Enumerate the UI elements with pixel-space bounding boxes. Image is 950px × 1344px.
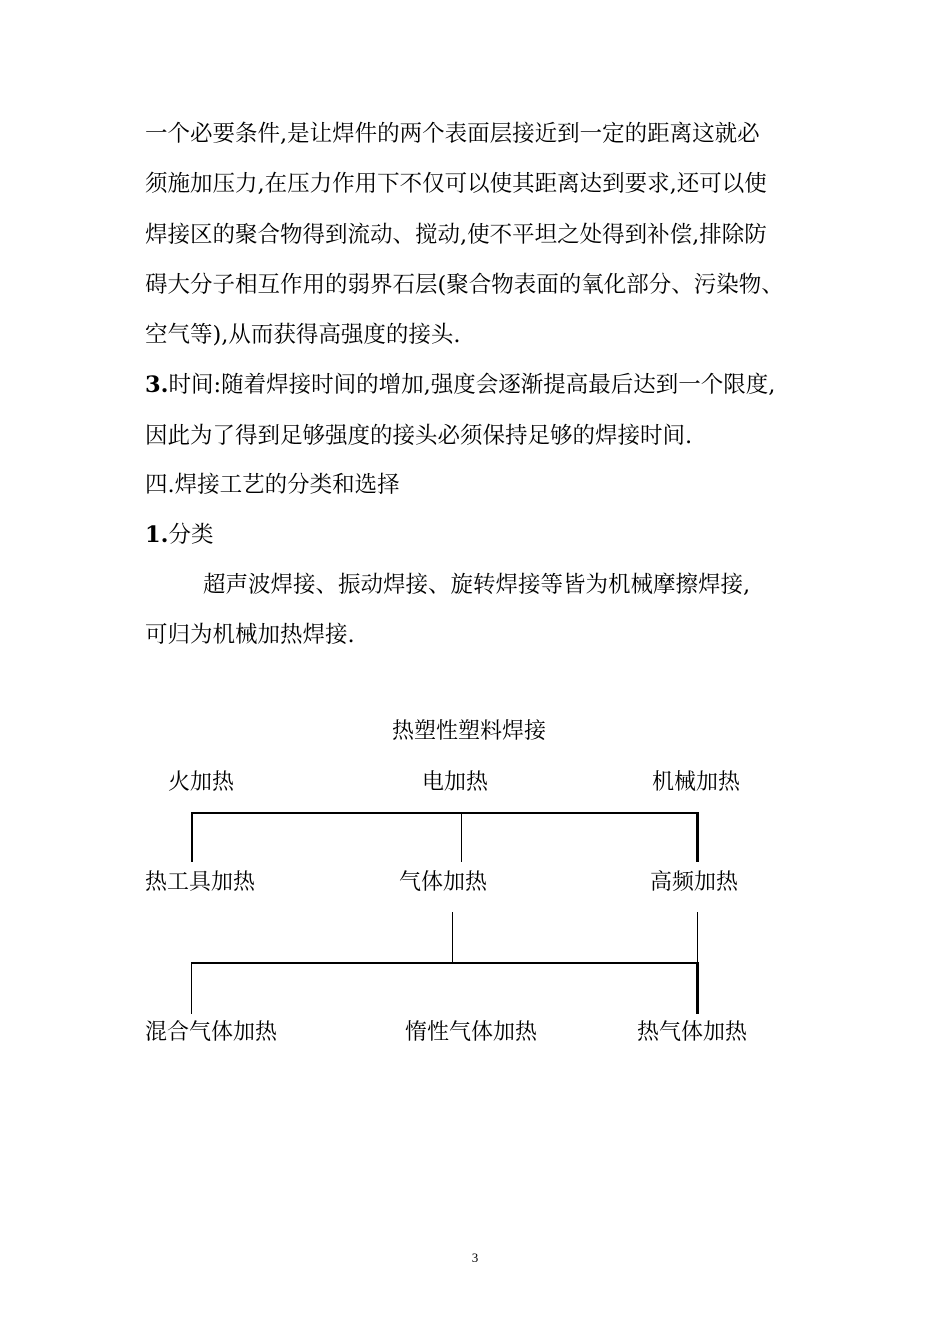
classification-number: 1.: [145, 522, 169, 548]
text-line-4: 碍大分子相互作用的弱界石层(聚合物表面的氧化部分、污染物、: [145, 272, 784, 298]
text-line-5: 空气等),从而获得高强度的接头.: [145, 322, 461, 348]
page-number: 3: [471, 1250, 479, 1265]
connector-right-drop: [696, 812, 699, 862]
node-high-frequency-heating: 高频加热: [650, 870, 739, 895]
node-hot-tool-heating: 热工具加热: [145, 870, 256, 895]
connector-gas-stem: [452, 912, 453, 963]
time-paragraph-line-2: 因此为了得到足够强度的接头必须保持足够的焊接时间.: [145, 423, 693, 449]
connector-left-drop: [191, 812, 193, 862]
node-mechanical-heating: 机械加热: [652, 770, 741, 795]
classification-label: 分类: [168, 522, 214, 548]
node-hot-gas-heating: 热气体加热: [637, 1020, 748, 1045]
connector-middle-drop: [461, 812, 462, 862]
node-flame-heating: 火加热: [168, 770, 235, 795]
paragraph-line-2: 可归为机械加热焊接.: [145, 622, 355, 648]
node-electric-heating: 电加热: [422, 770, 489, 795]
text-line-1: 一个必要条件,是让焊件的两个表面层接近到一定的距离这就必: [145, 121, 760, 147]
section-heading: 四.焊接工艺的分类和选择: [145, 472, 400, 498]
connector-right-stem: [697, 912, 698, 963]
node-gas-heating: 气体加热: [399, 870, 488, 895]
text-line-3: 焊接区的聚合物得到流动、搅动,使不平坦之处得到补偿,排除防: [145, 222, 767, 248]
diagram-root: 热塑性塑料焊接: [392, 719, 547, 744]
paragraph-line-1: 超声波焊接、振动焊接、旋转焊接等皆为机械摩擦焊接,: [203, 572, 751, 598]
connector-bottom-right-drop: [696, 962, 699, 1014]
connector-bottom-bar: [191, 962, 698, 964]
node-mixed-gas-heating: 混合气体加热: [145, 1020, 278, 1045]
node-inert-gas-heating: 惰性气体加热: [405, 1020, 538, 1045]
time-item-text: 时间:随着焊接时间的增加,强度会逐渐提高最后达到一个限度,: [168, 372, 776, 398]
text-line-2: 须施加压力,在压力作用下不仅可以使其距离达到要求,还可以使: [145, 171, 767, 197]
connector-bottom-left-drop: [191, 962, 192, 1014]
time-item-number: 3.: [145, 372, 169, 398]
connector-top-bar: [191, 812, 698, 814]
